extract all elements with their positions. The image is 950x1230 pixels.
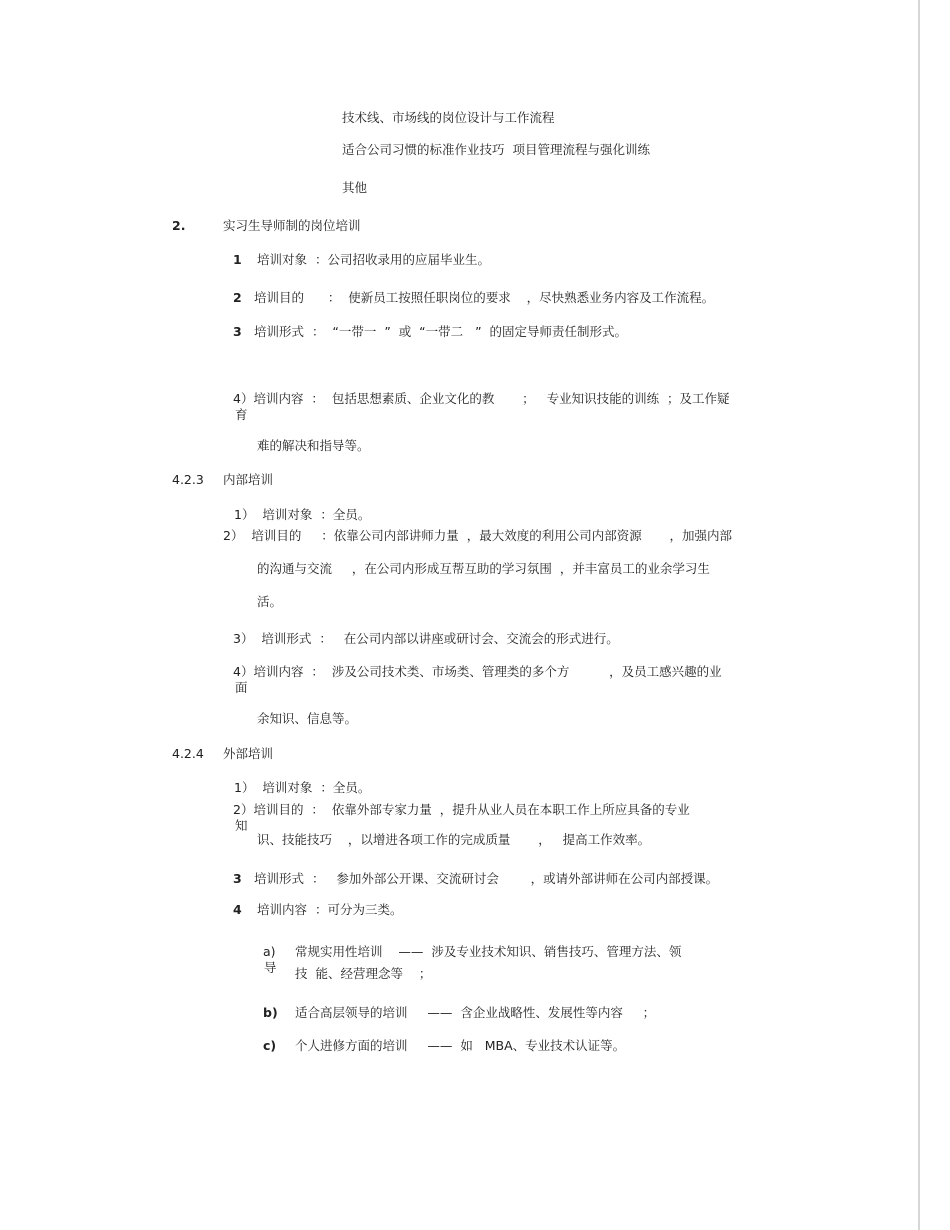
text-line: 识、技能技巧 ，以增进各项工作的完成质量 ， 提高工作效率。 (257, 832, 651, 847)
text-line: 3） 培训形式 ： 在公司内部以讲座或研讨会、交流会的形式进行。 (233, 631, 619, 646)
list-marker: b) (263, 1005, 278, 1020)
list-marker: a) (263, 944, 276, 959)
text-line: 技术线、市场线的岗位设计与工作流程 (342, 110, 555, 125)
section-heading: 外部培训 (223, 746, 274, 761)
text-line: 知 (235, 818, 248, 833)
item-number: 3 (233, 871, 242, 886)
text-line: 其他 (342, 180, 368, 195)
text-line: 适合公司习惯的标准作业技巧 项目管理流程与强化训练 (342, 142, 650, 157)
text-line: 难的解决和指导等。 (257, 438, 370, 453)
text-line: 的沟通与交流 ，在公司内形成互帮互助的学习氛围 ，并丰富员工的业余学习生 (257, 561, 710, 576)
text-line: 技 能、经营理念等 ； (295, 966, 432, 981)
text-line: 活。 (257, 594, 283, 609)
text-line: 常规实用性培训 —— 涉及专业技术知识、销售技巧、管理方法、领 (295, 944, 682, 959)
text-line: 培训对象 ：公司招收录用的应届毕业生。 (257, 252, 490, 267)
text-line: 培训内容 ：可分为三类。 (257, 902, 403, 917)
item-number: 4 (233, 902, 242, 917)
text-line: 适合高层领导的培训 —— 含企业战略性、发展性等内容 ； (295, 1005, 656, 1020)
text-line: 4）培训内容 ： 涉及公司技术类、市场类、管理类的多个方 ，及员工感兴趣的业 (233, 664, 722, 679)
section-heading: 内部培训 (223, 472, 274, 487)
section-number: 4.2.3 (172, 472, 204, 487)
text-line: 2） 培训目的 ：依靠公司内部讲师力量 ，最大效度的利用公司内部资源 ，加强内部 (223, 528, 733, 543)
section-number: 4.2.4 (172, 746, 204, 761)
text-line: 导 (264, 960, 277, 975)
text-line: 1） 培训对象 ：全员。 (234, 780, 371, 795)
item-number: 3 (233, 324, 242, 339)
text-line: 个人进修方面的培训 —— 如 MBA、专业技术认证等。 (295, 1038, 626, 1053)
list-marker: c) (263, 1038, 277, 1053)
text-line: 培训形式 ： 参加外部公开课、交流研讨会 ，或请外部讲师在公司内部授课。 (254, 871, 719, 886)
text-line: 培训目的 ： 使新员工按照任职岗位的要求 ，尽快熟悉业务内容及工作流程。 (254, 290, 715, 305)
section-heading: 实习生导师制的岗位培训 (223, 218, 361, 233)
text-line: 育 (235, 407, 248, 422)
item-number: 1 (233, 252, 242, 267)
text-line: 培训形式 ： “一带一 ” 或 “一带二 ” 的固定导师责任制形式。 (254, 324, 628, 339)
text-line: 4）培训内容 ： 包括思想素质、企业文化的教 ； 专业知识技能的训练 ；及工作疑 (233, 391, 730, 406)
text-line: 1） 培训对象 ：全员。 (234, 507, 371, 522)
page-edge (918, 0, 920, 1230)
text-line: 余知识、信息等。 (257, 711, 358, 726)
section-number: 2. (172, 218, 186, 233)
text-line: 面 (235, 680, 248, 695)
item-number: 2 (233, 290, 242, 305)
text-line: 2）培训目的 ： 依靠外部专家力量 ，提升从业人员在本职工作上所应具备的专业 (233, 802, 690, 817)
